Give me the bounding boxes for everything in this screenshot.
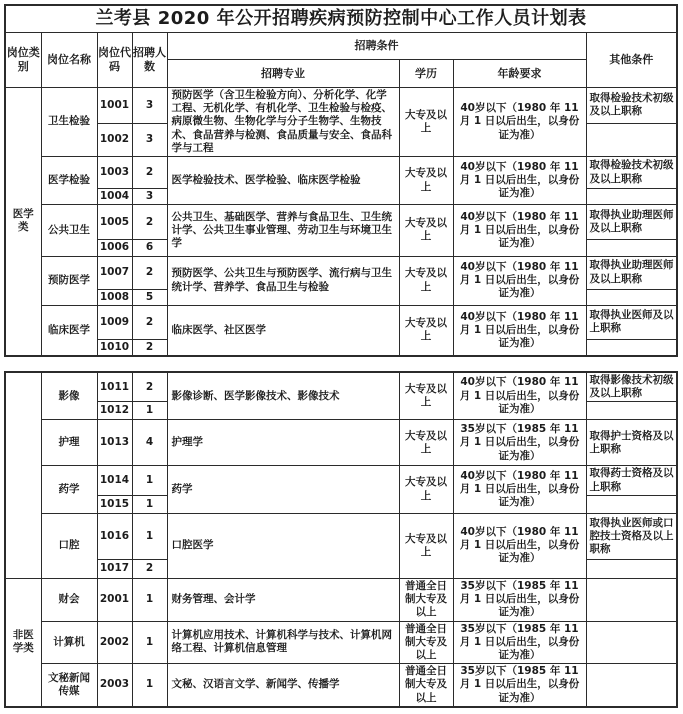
cell-other-condition-empty (586, 240, 677, 256)
cell-other-condition: 取得执业医师及以上职称 (586, 305, 677, 339)
cell-position-code: 2002 (97, 621, 132, 664)
cell-position-name: 护理 (41, 420, 97, 466)
cell-other-condition: 取得执业医师或口腔技士资格及以上职称 (586, 513, 677, 559)
cell-recruit-count: 2 (132, 256, 167, 289)
table-row (5, 664, 677, 707)
cell-major: 影像诊断、医学影像技术、影像技术 (167, 372, 399, 420)
header-position-code: 岗位代码 (97, 33, 132, 88)
cell-recruit-count: 2 (132, 559, 167, 578)
table-row (5, 256, 677, 289)
table-row (5, 621, 677, 664)
table-row (5, 157, 677, 189)
table-row (5, 420, 677, 466)
recruitment-table-continued (4, 371, 678, 708)
cell-age: 40岁以下（1980 年 11 月 1 日以后出生，以身份证为准） (453, 513, 586, 578)
cell-position-name: 影像 (41, 372, 97, 420)
cell-major: 护理学 (167, 420, 399, 466)
cell-education: 大专及以上 (399, 157, 453, 205)
cell-position-name: 财会 (41, 578, 97, 621)
cell-major: 医学检验技术、医学检验、临床医学检验 (167, 157, 399, 205)
cell-major: 预防医学、公共卫生与预防医学、流行病与卫生统计学、营养学、食品卫生与检验 (167, 256, 399, 305)
cell-education: 大专及以上 (399, 372, 453, 420)
cell-other-condition: 取得执业助理医师及以上职称 (586, 205, 677, 240)
cell-other-condition: 取得检验技术初级及以上职称 (586, 88, 677, 124)
cell-category (5, 372, 41, 578)
cell-position-code: 2001 (97, 578, 132, 621)
cell-position-name: 医学检验 (41, 157, 97, 205)
cell-other-condition: 取得执业助理医师及以上职称 (586, 256, 677, 289)
cell-education: 普通全日制大专及以上 (399, 578, 453, 621)
cell-major: 临床医学、社区医学 (167, 305, 399, 356)
cell-position-name: 口腔 (41, 513, 97, 578)
table-row (5, 513, 677, 559)
cell-major: 公共卫生、基础医学、营养与食品卫生、卫生统计学、公共卫生事业管理、劳动卫生与环境卫生学 (167, 205, 399, 256)
cell-category: 医学类 (5, 88, 41, 356)
cell-other-condition: 取得影像技术初级及以上职称 (586, 372, 677, 402)
cell-position-code: 1001 (97, 88, 132, 124)
table-row (5, 372, 677, 402)
cell-recruit-count: 3 (132, 88, 167, 124)
table-row (5, 205, 677, 240)
cell-other-condition: 取得药士资格及以上职称 (586, 466, 677, 495)
cell-other-condition: 取得护士资格及以上职称 (586, 420, 677, 466)
cell-position-code: 1013 (97, 420, 132, 466)
cell-education: 大专及以上 (399, 88, 453, 157)
table-row (5, 88, 677, 124)
cell-age: 40岁以下（1980 年 11 月 1 日以后出生，以身份证为准） (453, 88, 586, 157)
cell-education: 普通全日制大专及以上 (399, 664, 453, 707)
cell-other-condition-empty (586, 123, 677, 156)
cell-recruit-count: 1 (132, 466, 167, 495)
cell-recruit-count: 2 (132, 339, 167, 356)
cell-category: 非医学类 (5, 578, 41, 706)
cell-age: 35岁以下（1985 年 11 月 1 日以后出生，以身份证为准） (453, 621, 586, 664)
cell-position-code: 1010 (97, 339, 132, 356)
cell-position-code: 1002 (97, 123, 132, 156)
cell-position-name: 预防医学 (41, 256, 97, 305)
cell-position-code: 1009 (97, 305, 132, 339)
cell-education: 大专及以上 (399, 513, 453, 578)
header-age: 年龄要求 (453, 60, 586, 88)
cell-other-condition-empty (586, 402, 677, 420)
cell-major: 财务管理、会计学 (167, 578, 399, 621)
title-row (5, 5, 677, 33)
cell-recruit-count: 5 (132, 289, 167, 305)
cell-position-name: 卫生检验 (41, 88, 97, 157)
cell-major: 预防医学（含卫生检验方向）、分析化学、化学工程、无机化学、有机化学、卫生检验与检疫、病原微生物、生物化学与分子生物学、生物技术、食品营养与检测、食品质量与安全、食品科学与工程 (167, 88, 399, 157)
cell-other-condition-empty (586, 339, 677, 356)
page-title: 兰考县 2020 年公开招聘疾病预防控制中心工作人员计划表 (5, 5, 677, 33)
cell-position-name: 药学 (41, 466, 97, 513)
cell-education: 大专及以上 (399, 466, 453, 513)
cell-education: 普通全日制大专及以上 (399, 621, 453, 664)
cell-recruit-count: 2 (132, 305, 167, 339)
header-other-conditions: 其他条件 (586, 33, 677, 88)
cell-recruit-count: 1 (132, 621, 167, 664)
cell-recruit-count: 2 (132, 372, 167, 402)
cell-position-code: 1007 (97, 256, 132, 289)
cell-position-code: 2003 (97, 664, 132, 707)
cell-position-code: 1016 (97, 513, 132, 559)
cell-recruit-count: 1 (132, 402, 167, 420)
cell-education: 大专及以上 (399, 305, 453, 356)
header-row-1 (5, 33, 677, 60)
cell-education: 大专及以上 (399, 420, 453, 466)
cell-recruit-count: 1 (132, 513, 167, 559)
header-category: 岗位类别 (5, 33, 41, 88)
cell-age: 40岁以下（1980 年 11 月 1 日以后出生，以身份证为准） (453, 256, 586, 305)
cell-age: 40岁以下（1980 年 11 月 1 日以后出生，以身份证为准） (453, 372, 586, 420)
cell-position-code: 1006 (97, 240, 132, 256)
cell-recruit-count: 1 (132, 495, 167, 513)
cell-position-code: 1017 (97, 559, 132, 578)
cell-major: 文秘、汉语言文学、新闻学、传播学 (167, 664, 399, 707)
cell-position-name: 临床医学 (41, 305, 97, 356)
cell-position-code: 1005 (97, 205, 132, 240)
cell-other-condition-empty (586, 559, 677, 578)
cell-other-condition-empty (586, 495, 677, 513)
header-position-name: 岗位名称 (41, 33, 97, 88)
cell-recruit-count: 2 (132, 205, 167, 240)
cell-position-code: 1014 (97, 466, 132, 495)
cell-position-code: 1015 (97, 495, 132, 513)
cell-recruit-count: 1 (132, 664, 167, 707)
cell-other-condition-empty (586, 189, 677, 205)
cell-position-code: 1011 (97, 372, 132, 402)
table-body-continued (5, 372, 677, 707)
table-row (5, 305, 677, 339)
header-major: 招聘专业 (167, 60, 399, 88)
cell-position-code: 1003 (97, 157, 132, 189)
cell-age: 40岁以下（1980 年 11 月 1 日以后出生，以身份证为准） (453, 205, 586, 256)
cell-age: 35岁以下（1985 年 11 月 1 日以后出生，以身份证为准） (453, 664, 586, 707)
header-education: 学历 (399, 60, 453, 88)
table-row (5, 578, 677, 621)
cell-recruit-count: 4 (132, 420, 167, 466)
cell-recruit-count: 2 (132, 157, 167, 189)
cell-age: 40岁以下（1980 年 11 月 1 日以后出生，以身份证为准） (453, 157, 586, 205)
cell-age: 40岁以下（1980 年 11 月 1 日以后出生，以身份证为准） (453, 305, 586, 356)
table-row (5, 466, 677, 495)
cell-age: 35岁以下（1985 年 11 月 1 日以后出生，以身份证为准） (453, 578, 586, 621)
cell-position-name: 公共卫生 (41, 205, 97, 256)
cell-major: 计算机应用技术、计算机科学与技术、计算机网络工程、计算机信息管理 (167, 621, 399, 664)
cell-recruit-count: 6 (132, 240, 167, 256)
cell-position-code: 1008 (97, 289, 132, 305)
cell-education: 大专及以上 (399, 256, 453, 305)
cell-position-name: 计算机 (41, 621, 97, 664)
cell-position-code: 1012 (97, 402, 132, 420)
cell-other-condition (586, 621, 677, 664)
header-recruit-count: 招聘人数 (132, 33, 167, 88)
cell-recruit-count: 3 (132, 123, 167, 156)
cell-other-condition (586, 578, 677, 621)
cell-other-condition-empty (586, 289, 677, 305)
cell-recruit-count: 1 (132, 578, 167, 621)
cell-education: 大专及以上 (399, 205, 453, 256)
header-conditions: 招聘条件 (167, 33, 586, 60)
recruitment-table-main (4, 4, 678, 357)
cell-position-name: 文秘新闻传媒 (41, 664, 97, 707)
cell-major: 口腔医学 (167, 513, 399, 578)
table-body-medical (5, 88, 677, 356)
cell-age: 35岁以下（1985 年 11 月 1 日以后出生，以身份证为准） (453, 420, 586, 466)
cell-other-condition: 取得检验技术初级及以上职称 (586, 157, 677, 189)
cell-age: 40岁以下（1980 年 11 月 1 日以后出生，以身份证为准） (453, 466, 586, 513)
cell-recruit-count: 3 (132, 189, 167, 205)
cell-position-code: 1004 (97, 189, 132, 205)
cell-other-condition (586, 664, 677, 707)
cell-major: 药学 (167, 466, 399, 513)
